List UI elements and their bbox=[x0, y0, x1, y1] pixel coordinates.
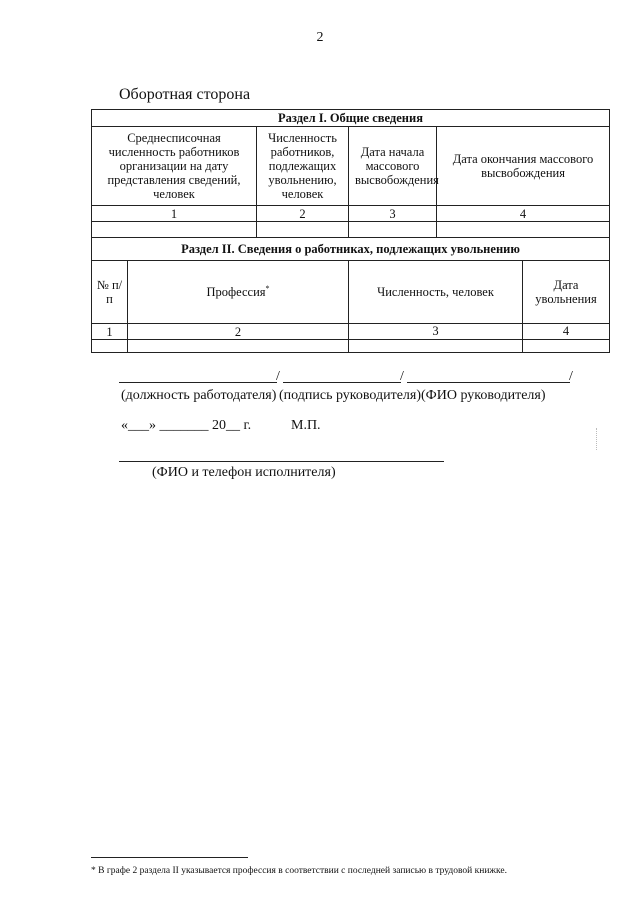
section2-col-profession bbox=[128, 261, 349, 324]
section1-num-2: 2 bbox=[257, 206, 349, 222]
section1-entry-cell[interactable] bbox=[92, 222, 257, 238]
section2-col-headcount bbox=[349, 261, 610, 324]
section2-col-headcount-label: Численность, человек bbox=[349, 261, 523, 323]
section1-col-average-staff: Среднесписочная численность работников организации на дату представления сведений, человек bbox=[92, 127, 257, 206]
section2-title: Раздел II. Сведения о работниках, подлежащих увольнению bbox=[92, 238, 610, 261]
section1-col-dismissed-count: Численность работников, подлежащих увольнению, человек bbox=[257, 127, 349, 206]
section2-col-number: № п/п bbox=[92, 261, 128, 324]
reverse-side-label: Оборотная сторона bbox=[119, 86, 251, 103]
head-signature-line[interactable] bbox=[283, 382, 401, 383]
section2-entry-subcell[interactable] bbox=[349, 340, 523, 352]
scan-artifact bbox=[596, 428, 599, 450]
section2-col-profession-label: Профессия bbox=[206, 285, 266, 299]
page-number: 2 bbox=[316, 30, 324, 45]
executor-caption: (ФИО и телефон исполнителя) bbox=[152, 465, 336, 480]
section2-num-34 bbox=[349, 324, 610, 340]
footnote-text: * В графе 2 раздела II указывается профессия в соответствии с последней записью в трудовой книжке. bbox=[91, 866, 507, 876]
slash-separator: / bbox=[400, 369, 404, 384]
executor-line[interactable] bbox=[119, 461, 444, 462]
slash-separator: / bbox=[569, 369, 573, 384]
section1-num-4: 4 bbox=[437, 206, 610, 222]
footnote-mark: * bbox=[265, 283, 270, 293]
section2-col-dismissal-date: Дата увольнения bbox=[535, 278, 597, 306]
section1-col-start-date: Дата начала массового высвобождения bbox=[349, 127, 437, 206]
section2-entry-cell[interactable] bbox=[128, 340, 349, 353]
section1-entry-cell[interactable] bbox=[349, 222, 437, 238]
head-name-line[interactable] bbox=[407, 382, 570, 383]
section1-col-end-date: Дата окончания массового высвобождения bbox=[437, 127, 610, 206]
stamp-label: М.П. bbox=[291, 418, 321, 433]
section2-entry-cell[interactable] bbox=[92, 340, 128, 353]
section1-entry-row bbox=[92, 222, 610, 238]
section1-title: Раздел I. Общие сведения bbox=[92, 110, 610, 127]
slash-separator: / bbox=[276, 369, 280, 384]
section2-num-4: 4 bbox=[562, 324, 570, 338]
section2-entry-subcell[interactable] bbox=[523, 340, 609, 352]
section2-num-2: 2 bbox=[128, 324, 349, 340]
section2-entry-row bbox=[92, 340, 610, 353]
section2-entry-cell[interactable] bbox=[349, 340, 610, 353]
section1-entry-cell[interactable] bbox=[437, 222, 610, 238]
date-field[interactable]: «___» _______ 20__ г. bbox=[121, 418, 252, 433]
section1-num-3: 3 bbox=[349, 206, 437, 222]
caption-head-name: (ФИО руководителя) bbox=[421, 388, 546, 403]
position-signature-line[interactable] bbox=[119, 382, 277, 383]
footnote-separator bbox=[91, 857, 248, 858]
caption-head-signature: (подпись руководителя) bbox=[279, 388, 422, 403]
section2-num-3: 3 bbox=[349, 324, 523, 339]
section2-num-1: 1 bbox=[92, 324, 128, 340]
form-table bbox=[91, 109, 610, 353]
section1-entry-cell[interactable] bbox=[257, 222, 349, 238]
section1-num-1: 1 bbox=[92, 206, 257, 222]
caption-employer-position: (должность работодателя) bbox=[121, 388, 277, 403]
